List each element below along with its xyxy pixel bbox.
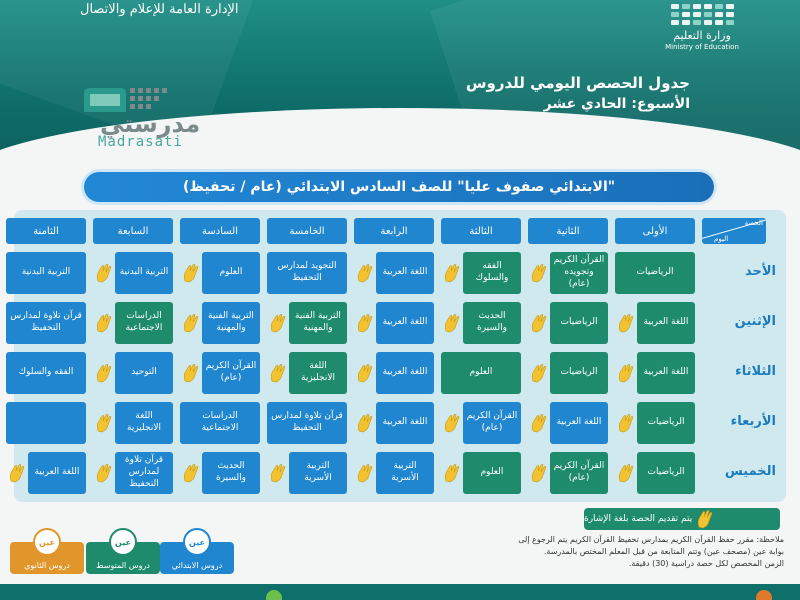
legend-text: يتم تقديم الحصة بلغة الإشارة <box>584 514 693 524</box>
ain-badge: عين <box>183 528 211 556</box>
sign-language-icon <box>617 463 635 483</box>
lesson-subject: الفقه والسلوك <box>18 367 74 378</box>
lesson-subject: التجويد لمدارس التحفيظ <box>277 261 337 283</box>
lesson-subject: اللغة الانجليزية <box>301 361 335 383</box>
lesson-cell[interactable] <box>202 452 260 494</box>
lesson-subject: التوحيد <box>131 367 157 378</box>
lesson-subject: التربية الأسرية <box>304 461 332 483</box>
lesson-cell[interactable] <box>550 352 608 394</box>
sign-language-icon <box>95 313 113 333</box>
lesson-cell[interactable] <box>6 402 86 444</box>
day-label: الأربعاء <box>730 414 776 429</box>
sign-language-icon <box>356 263 374 283</box>
madrasati-logo-en: Madrasati <box>98 134 183 150</box>
footer-logo-icon <box>756 590 772 600</box>
footer-logo-icon <box>266 590 282 600</box>
lesson-cell[interactable] <box>202 352 260 394</box>
sign-language-icon <box>617 363 635 383</box>
lesson-cell[interactable] <box>463 252 521 294</box>
lesson-cell[interactable] <box>28 452 86 494</box>
sign-language-icon <box>95 263 113 283</box>
sign-language-icon <box>356 413 374 433</box>
lesson-cell[interactable] <box>115 302 173 344</box>
schedule-grid <box>10 210 786 502</box>
lesson-subject: اللغة العربية <box>382 267 428 278</box>
grid-corner-header <box>702 218 766 244</box>
day-label: الأحد <box>744 264 776 279</box>
ain-badge: عين <box>33 528 61 556</box>
lesson-cell[interactable] <box>289 352 347 394</box>
sign-language-icon <box>182 263 200 283</box>
sign-language-icon <box>269 463 287 483</box>
lesson-subject: التربية الفنية والمهنية <box>208 311 254 333</box>
day-label: الثلاثاء <box>735 364 776 379</box>
lesson-cell[interactable] <box>376 302 434 344</box>
lesson-subject: التربية الأسرية <box>391 461 419 483</box>
lesson-subject: قرآن تلاوة لمدارس التحفيظ <box>124 455 164 489</box>
lesson-subject: الرياضيات <box>647 467 685 478</box>
sign-language-icon <box>95 363 113 383</box>
sign-language-icon <box>182 313 200 333</box>
sign-language-icon <box>530 313 548 333</box>
sign-language-icon <box>443 413 461 433</box>
lesson-cell[interactable] <box>376 452 434 494</box>
lesson-subject: القرآن الكريم وتجويده (عام) <box>553 255 605 289</box>
ain-button-body: دروس الثانوي <box>10 542 84 574</box>
lesson-cell[interactable] <box>550 302 608 344</box>
lesson-subject: الحديث والسيرة <box>476 311 507 333</box>
lesson-subject: اللغة العربية <box>643 317 689 328</box>
period-header: السابعة <box>93 218 173 244</box>
period-header: الأولى <box>615 218 695 244</box>
sign-language-icon <box>182 463 200 483</box>
footer-band <box>0 584 800 600</box>
period-header: الثالثة <box>441 218 521 244</box>
footnote-line: ملاحظة: مقرر حفظ القرآن الكريم بمدارس تحفيظ القرآن الكريم يتم الرجوع إلى <box>518 535 784 544</box>
lesson-subject: القرآن الكريم (عام) <box>466 411 518 433</box>
lesson-cell[interactable] <box>463 302 521 344</box>
footnote-line: بوابة عين (مصحف عين) وتتم المتابعة من قبل المعلم المختص بالمدرسة. <box>543 547 784 556</box>
sign-language-icon <box>617 313 635 333</box>
lesson-subject: التربية الفنية والمهنية <box>295 311 341 333</box>
lesson-cell[interactable] <box>550 252 608 294</box>
class-title: "الابتدائي صفوف عليا" للصف السادس الابتدائي (عام / تحفيظ) <box>84 172 714 202</box>
sign-language-icon <box>530 463 548 483</box>
sign-language-icon <box>269 313 287 333</box>
footnote-line: الزمن المخصص لكل حصة دراسية (30) دقيقة. <box>628 559 784 568</box>
corner-period-label: الحصة <box>744 219 763 227</box>
sign-language-icon <box>182 363 200 383</box>
ministry-logo <box>652 4 752 51</box>
lesson-subject: الحديث والسيرة <box>215 461 246 483</box>
day-label: الإثنين <box>734 314 776 329</box>
lesson-subject: اللغة العربية <box>556 417 602 428</box>
sign-language-icon <box>617 413 635 433</box>
lesson-subject: قرآن تلاوة لمدارس التحفيظ <box>271 411 343 433</box>
lesson-cell[interactable] <box>6 352 86 394</box>
lesson-cell[interactable] <box>376 252 434 294</box>
sign-language-icon <box>530 263 548 283</box>
ain-secondary-button[interactable] <box>10 528 84 574</box>
lesson-cell[interactable] <box>463 452 521 494</box>
sign-language-icon <box>356 463 374 483</box>
ain-intermediate-button[interactable] <box>86 528 160 574</box>
lesson-cell[interactable] <box>267 252 347 294</box>
period-header: السادسة <box>180 218 260 244</box>
madrasati-logo-ar: مدرستي <box>100 110 201 138</box>
lesson-cell[interactable] <box>267 402 347 444</box>
day-label: الخميس <box>724 464 776 479</box>
lesson-subject: اللغة العربية <box>382 317 428 328</box>
corner-day-label: اليوم <box>714 235 729 243</box>
ain-badge: عين <box>109 528 137 556</box>
sign-language-icon <box>530 413 548 433</box>
schedule-title-line1: جدول الحصص اليومي للدروس <box>465 74 690 92</box>
lesson-cell[interactable] <box>376 402 434 444</box>
sign-language-icon <box>443 263 461 283</box>
lesson-cell[interactable] <box>637 402 695 444</box>
lesson-cell[interactable] <box>637 452 695 494</box>
lesson-subject: اللغة العربية <box>382 367 428 378</box>
schedule-week: الأسبوع: الحادي عشر <box>543 96 690 112</box>
schedule-title <box>466 74 690 112</box>
lesson-cell[interactable] <box>550 402 608 444</box>
lesson-subject: اللغة العربية <box>382 417 428 428</box>
lesson-subject: العلوم <box>480 467 504 478</box>
lesson-cell[interactable] <box>289 302 347 344</box>
lesson-subject: الدراسات الاجتماعية <box>201 411 239 433</box>
sign-language-icon <box>356 363 374 383</box>
lesson-subject: اللغة الانجليزية <box>127 411 161 433</box>
lesson-subject: القرآن الكريم (عام) <box>205 361 257 383</box>
sign-language-icon <box>95 463 113 483</box>
lesson-cell[interactable] <box>463 402 521 444</box>
sign-language-icon <box>696 509 714 529</box>
lesson-subject: الرياضيات <box>647 417 685 428</box>
lesson-cell[interactable] <box>376 352 434 394</box>
lesson-cell[interactable] <box>615 252 695 294</box>
lesson-cell[interactable] <box>289 452 347 494</box>
lesson-subject: الرياضيات <box>560 367 598 378</box>
lesson-cell[interactable] <box>6 252 86 294</box>
period-header: الثامنة <box>6 218 86 244</box>
lesson-cell[interactable] <box>115 402 173 444</box>
lesson-subject: الفقه والسلوك <box>475 261 509 283</box>
lesson-cell[interactable] <box>637 352 695 394</box>
lesson-subject: القرآن الكريم (عام) <box>553 461 605 483</box>
lesson-cell[interactable] <box>202 252 260 294</box>
ain-primary-button[interactable] <box>160 528 234 574</box>
lesson-subject: الرياضيات <box>560 317 598 328</box>
lesson-cell[interactable] <box>115 352 173 394</box>
lesson-cell[interactable] <box>637 302 695 344</box>
lesson-cell[interactable] <box>441 352 521 394</box>
ministry-logo-icon <box>652 4 752 25</box>
lesson-cell[interactable] <box>550 452 608 494</box>
sign-language-icon <box>443 313 461 333</box>
lesson-subject: التربية البدنية <box>21 267 71 278</box>
ain-button-body: دروس الابتدائي <box>160 542 234 574</box>
sign-language-icon <box>8 463 26 483</box>
period-header: الخامسة <box>267 218 347 244</box>
sign-language-icon <box>269 363 287 383</box>
lesson-cell[interactable] <box>115 252 173 294</box>
sign-language-legend <box>584 508 780 530</box>
madrasati-logo <box>80 82 210 152</box>
lesson-subject: العلوم <box>219 267 243 278</box>
lesson-subject: قرآن تلاوة لمدارس التحفيظ <box>10 311 82 333</box>
period-header: الثانية <box>528 218 608 244</box>
sign-language-icon <box>443 463 461 483</box>
ain-button-body: دروس المتوسط <box>86 542 160 574</box>
lesson-cell[interactable] <box>202 302 260 344</box>
lesson-cell[interactable] <box>115 452 173 494</box>
period-header: الرابعة <box>354 218 434 244</box>
lesson-subject: اللغة العربية <box>643 367 689 378</box>
lesson-subject: الدراسات الاجتماعية <box>125 311 163 333</box>
admin-calligraphy: الإدارة العامة للإعلام والاتصال <box>80 2 239 17</box>
sign-language-icon <box>95 413 113 433</box>
sign-language-icon <box>530 363 548 383</box>
lesson-subject: التربية البدنية <box>119 267 169 278</box>
ministry-name-ar: وزارة التعليم <box>673 29 731 42</box>
lesson-subject: اللغة العربية <box>34 467 80 478</box>
ministry-name-en: Ministry of Education <box>665 43 739 51</box>
sign-language-icon <box>356 313 374 333</box>
lesson-subject: الرياضيات <box>636 267 674 278</box>
footnote <box>414 534 784 570</box>
lesson-cell[interactable] <box>180 402 260 444</box>
lesson-subject: العلوم <box>469 367 493 378</box>
lesson-cell[interactable] <box>6 302 86 344</box>
